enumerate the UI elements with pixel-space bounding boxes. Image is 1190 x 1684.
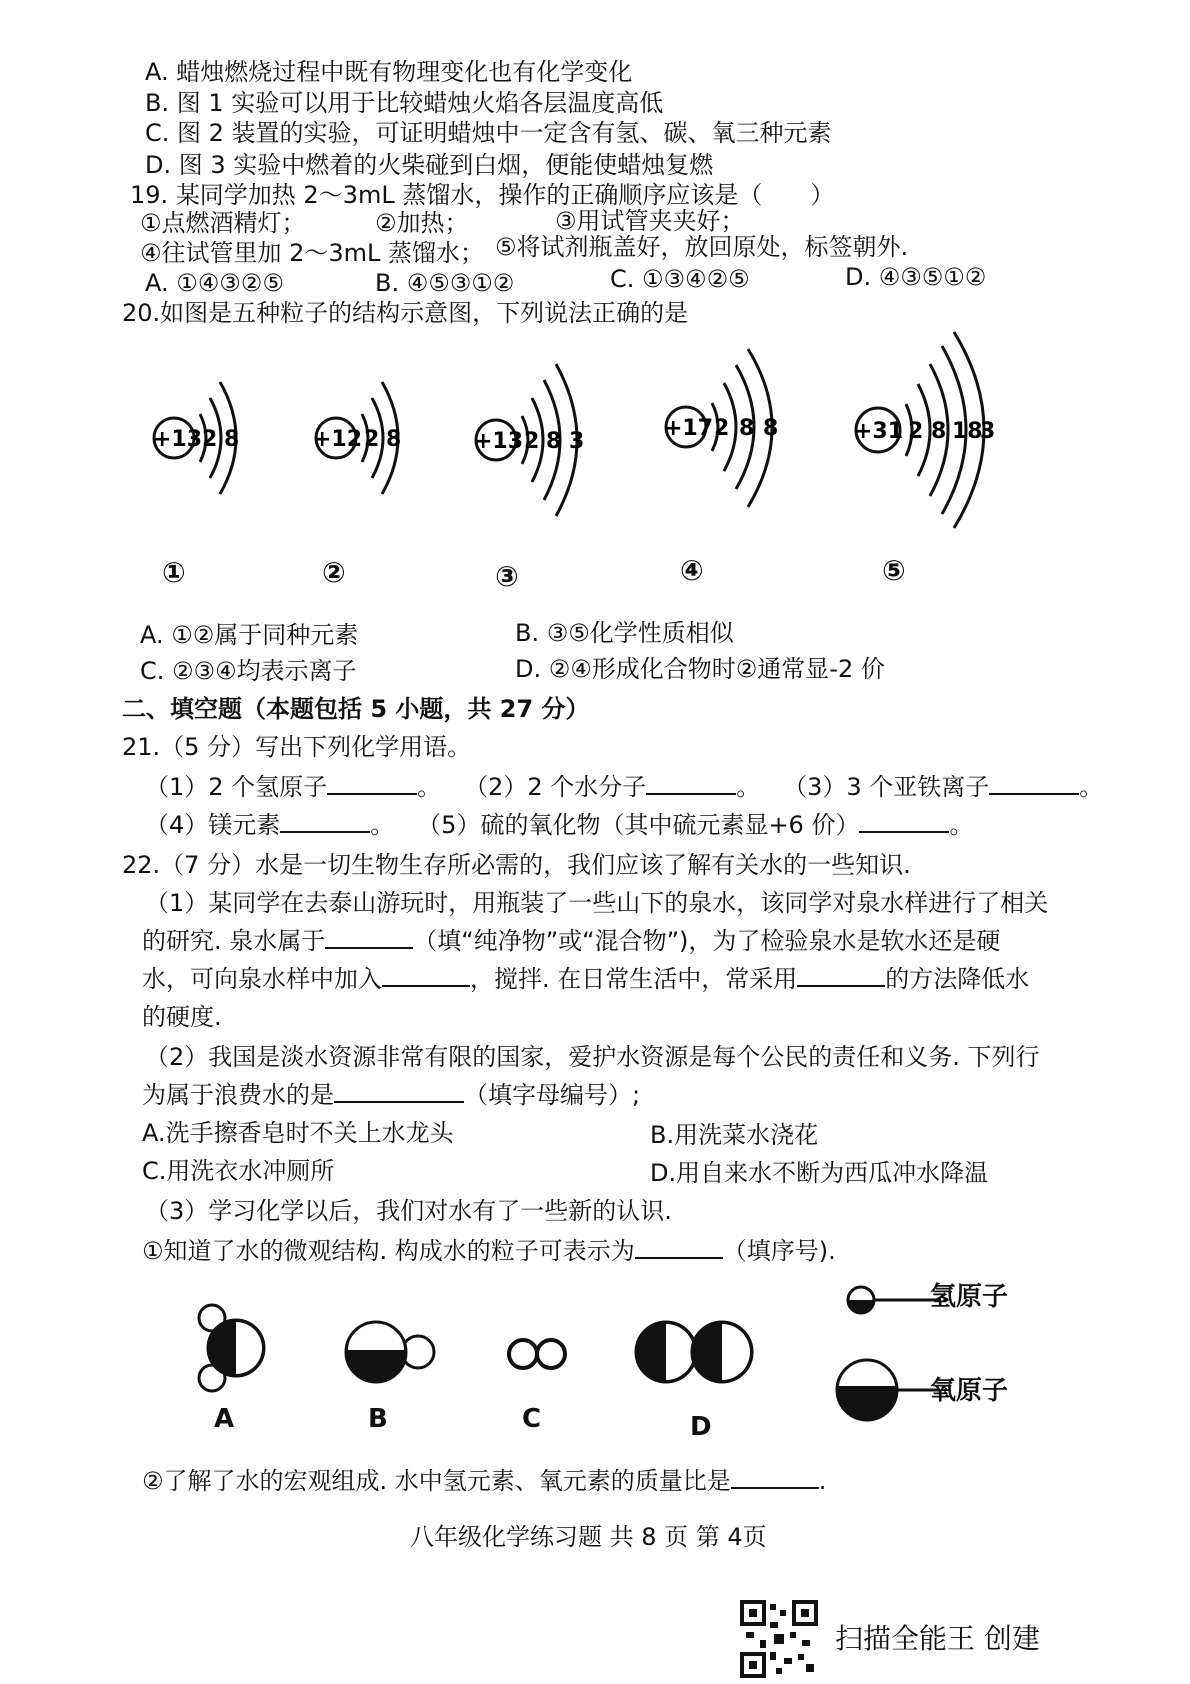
q22-p3: （3）学习化学以后，我们对水有了一些新的认识. bbox=[145, 1197, 672, 1225]
q19-option-b: B. ④⑤③①② bbox=[375, 269, 515, 297]
q21-line-1: （1）2 个氢原子 。 （2）2 个水分子 。 （3）3 个亚铁离子 。 bbox=[145, 773, 1104, 801]
q19-option-d: D. ④③⑤①② bbox=[845, 263, 987, 291]
molecule-model-d bbox=[630, 1312, 760, 1392]
particle-2-nucleus: +12 bbox=[313, 427, 363, 452]
q22-p1-a: （1）某同学在去泰山游玩时，用瓶装了一些山下的泉水，该同学对泉水样进行了相关 bbox=[145, 889, 1049, 917]
q21-item-3: （3）3 个亚铁离子 bbox=[783, 773, 990, 801]
q20-option-b: B. ③⑤化学性质相似 bbox=[515, 619, 734, 647]
q22-blank-method[interactable] bbox=[797, 965, 885, 987]
particle-diagram-1 bbox=[150, 370, 270, 510]
q22-blank-reagent[interactable] bbox=[382, 965, 470, 987]
q21-blank-2[interactable] bbox=[646, 773, 736, 795]
q22-p2-option-b: B.用洗菜水浇花 bbox=[650, 1121, 819, 1149]
q22-p1-c: 水，可向泉水样中加入 ，搅拌. 在日常生活中，常采用 的方法降低水 bbox=[142, 965, 1030, 993]
particle-3-nucleus: +13 bbox=[474, 429, 524, 454]
q22-p2-option-c: C.用洗衣水冲厕所 bbox=[142, 1157, 335, 1185]
particle-diagram-5 bbox=[852, 330, 1032, 540]
molecule-label-a: A bbox=[214, 1404, 235, 1434]
q21-item-5: （5）硫的氧化物（其中硫元素显+6 价） bbox=[417, 811, 860, 839]
q20-option-c: C. ②③④均表示离子 bbox=[140, 657, 357, 685]
q21-blank-4[interactable] bbox=[280, 811, 370, 833]
particle-label-5: ⑤ bbox=[882, 554, 906, 587]
q18-option-d: D. 图 3 实验中燃着的火柴碰到白烟，便能使蜡烛复燃 bbox=[145, 151, 714, 179]
particle-4-shell-2: 8 bbox=[739, 416, 755, 441]
q20-stem: 20.如图是五种粒子的结构示意图，下列说法正确的是 bbox=[122, 299, 689, 327]
page-footer: 八年级化学练习题 共 8 页 第 4页 bbox=[410, 1523, 767, 1551]
q19-step-3: ③用试管夹夹好； bbox=[555, 207, 745, 235]
q21-item-2: （2）2 个水分子 bbox=[464, 773, 647, 801]
molecule-label-b: B bbox=[368, 1404, 388, 1434]
scanner-watermark: 扫描全能王 创建 bbox=[835, 1622, 1040, 1655]
q18-option-a: A. 蜡烛燃烧过程中既有物理变化也有化学变化 bbox=[145, 58, 633, 86]
molecule-label-c: C bbox=[522, 1404, 542, 1434]
q20-option-a: A. ①②属于同种元素 bbox=[140, 621, 359, 649]
q22-p3-2: ②了解了水的宏观组成. 水中氢元素、氧元素的质量比是 . bbox=[142, 1467, 827, 1495]
legend-oxygen-symbol bbox=[833, 1356, 943, 1426]
particle-1-shell-2: 8 bbox=[224, 427, 240, 452]
particle-5-nucleus: +31 bbox=[854, 419, 904, 444]
q22-blank-water-type[interactable] bbox=[325, 927, 413, 949]
particle-1-shell-1: 2 bbox=[202, 427, 218, 452]
q21-stem: 21.（5 分）写出下列化学用语。 bbox=[122, 733, 472, 761]
particle-3-shell-3: 3 bbox=[569, 429, 585, 454]
q19-step-5: ⑤将试剂瓶盖好，放回原处，标签朝外. bbox=[495, 233, 909, 261]
particle-3-shell-1: 2 bbox=[524, 429, 540, 454]
q22-blank-particle[interactable] bbox=[635, 1237, 723, 1259]
particle-5-shell-3: 18 bbox=[952, 419, 983, 444]
q21-blank-5[interactable] bbox=[859, 811, 949, 833]
particle-label-1: ① bbox=[162, 556, 186, 589]
particle-5-shell-2: 8 bbox=[931, 419, 947, 444]
q19-stem: 19. 某同学加热 2～3mL 蒸馏水，操作的正确顺序应该是（ ） bbox=[130, 181, 835, 209]
q22-p1-b: 的研究. 泉水属于 （填“纯净物”或“混合物”)，为了检验泉水是软水还是硬 bbox=[142, 927, 1001, 955]
particle-2-shell-2: 8 bbox=[386, 427, 402, 452]
particle-label-3: ③ bbox=[495, 560, 519, 593]
q18-option-c: C. 图 2 装置的实验，可证明蜡烛中一定含有氢、碳、氧三种元素 bbox=[145, 119, 832, 147]
molecule-model-b bbox=[340, 1312, 450, 1392]
q21-blank-3[interactable] bbox=[989, 773, 1079, 795]
q21-blank-1[interactable] bbox=[327, 773, 417, 795]
q22-blank-mass-ratio[interactable] bbox=[731, 1467, 819, 1489]
molecule-model-c bbox=[505, 1330, 575, 1380]
q21-line-2: （4）镁元素 。 （5）硫的氧化物（其中硫元素显+6 价） 。 bbox=[145, 811, 974, 839]
particle-label-4: ④ bbox=[680, 554, 704, 587]
q21-item-1: （1）2 个氢原子 bbox=[145, 773, 328, 801]
q18-option-b: B. 图 1 实验可以用于比较蜡烛火焰各层温度高低 bbox=[145, 89, 664, 117]
qr-code-icon bbox=[740, 1600, 818, 1678]
q19-step-2: ②加热； bbox=[375, 209, 469, 237]
q22-p1-d: 的硬度. bbox=[142, 1003, 222, 1031]
q20-option-d: D. ②④形成化合物时②通常显-2 价 bbox=[515, 655, 885, 683]
molecule-label-d: D bbox=[690, 1412, 712, 1442]
q22-p2-a: （2）我国是淡水资源非常有限的国家，爱护水资源是每个公民的责任和义务. 下列行 bbox=[145, 1043, 1040, 1071]
particle-4-shell-3: 8 bbox=[763, 416, 779, 441]
particle-5-shell-4: 3 bbox=[980, 419, 996, 444]
particle-label-2: ② bbox=[322, 556, 346, 589]
particle-2-shell-1: 2 bbox=[364, 427, 380, 452]
particle-3-shell-2: 8 bbox=[546, 429, 562, 454]
particle-1-nucleus: +13 bbox=[153, 427, 203, 452]
particle-diagram-2 bbox=[310, 372, 430, 512]
particle-4-shell-1: 2 bbox=[714, 416, 730, 441]
q19-step-4: ④往试管里加 2～3mL 蒸馏水； bbox=[140, 239, 485, 267]
q22-stem: 22.（7 分）水是一切生物生存所必需的，我们应该了解有关水的一些知识. bbox=[122, 851, 911, 879]
q22-p2-b: 为属于浪费水的是 （填字母编号）; bbox=[142, 1081, 641, 1109]
particle-4-nucleus: +17 bbox=[664, 416, 714, 441]
legend-hydrogen-label: 氢原子 bbox=[930, 1282, 1009, 1312]
particle-diagram-3 bbox=[472, 360, 612, 520]
q19-option-a: A. ①④③②⑤ bbox=[145, 269, 284, 297]
q22-p3-1: ①知道了水的微观结构. 构成水的粒子可表示为 （填序号). bbox=[142, 1237, 836, 1265]
q22-p2-option-a: A.洗手擦香皂时不关上水龙头 bbox=[142, 1119, 454, 1147]
particle-5-shell-1: 2 bbox=[908, 419, 924, 444]
q19-option-c: C. ①③④②⑤ bbox=[610, 265, 750, 293]
section-2-title: 二、填空题（本题包括 5 小题，共 27 分） bbox=[122, 695, 590, 723]
q22-blank-waste[interactable] bbox=[334, 1081, 464, 1103]
legend-oxygen-label: 氧原子 bbox=[930, 1376, 1009, 1406]
q21-item-4: （4）镁元素 bbox=[145, 811, 281, 839]
particle-diagram-4 bbox=[662, 345, 812, 515]
molecule-model-a bbox=[190, 1300, 280, 1400]
q19-step-1: ①点燃酒精灯； bbox=[140, 209, 306, 237]
q22-p2-option-d: D.用自来水不断为西瓜冲水降温 bbox=[650, 1159, 989, 1187]
